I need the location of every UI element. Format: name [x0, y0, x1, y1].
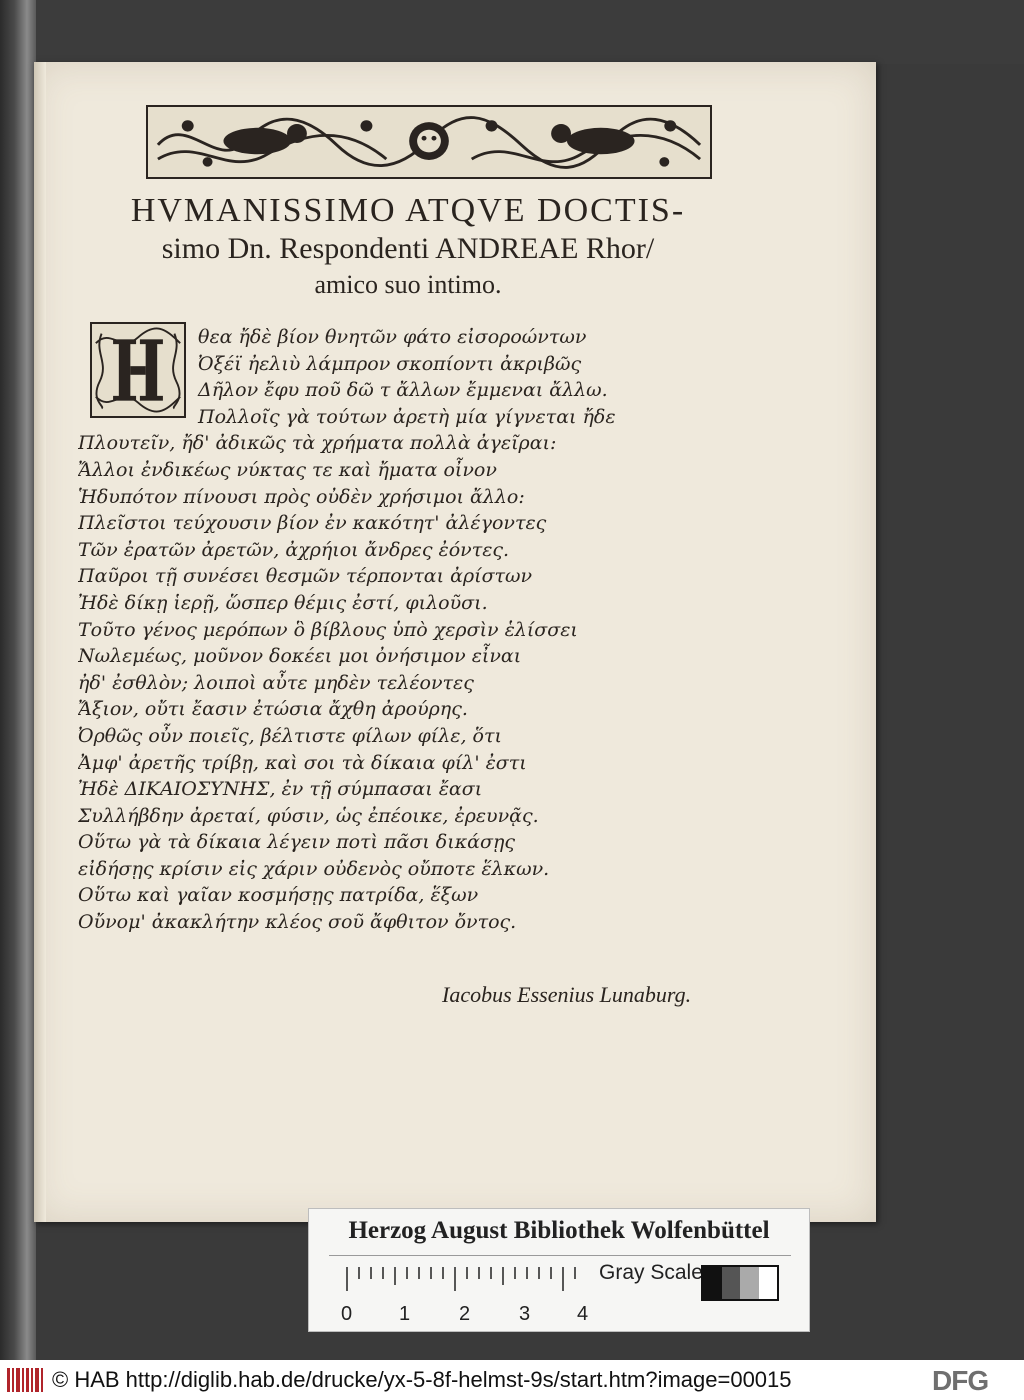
poem-line: Οὕτω γὰ τὰ δίκαια λέγειν ποτὶ πᾶσι δικάσῃς	[78, 831, 515, 854]
poem-line: Ὀξέϊ ἠελιὺ λάμπρον σκοπίοντι ἀκριβῶς	[198, 352, 582, 375]
poem-line: ἠδ' ἐσθλὸν; λοιποὶ αὖτε μηδὲν τελέοντες	[78, 671, 474, 694]
poem-line: Οὕτω καὶ γαῖαν κοσμήσῃς πατρίδα, ἕξων	[78, 884, 479, 907]
card-divider	[329, 1255, 791, 1256]
barcode-icon	[6, 1366, 44, 1394]
poem-line: Ἠδὲ δίκῃ ἱερῇ, ὥσπερ θέμις ἐστί, φιλοῦσι.	[78, 591, 488, 614]
gray-scale-swatch	[701, 1265, 779, 1301]
poem-line: Ἡδυπότον πίνουσι πρὸς οὐδὲν χρήσιμοι ἄλλο:	[78, 485, 525, 508]
swatch-dark-gray	[722, 1267, 741, 1299]
poem-line: Τοῦτο γένος μερόπων ὃ βίβλους ὑπὸ χερσὶν ἑλίσσει	[78, 618, 578, 641]
dfg-logo: DFG	[932, 1365, 989, 1396]
measurement-ruler	[341, 1263, 589, 1329]
scale-number-4: 4	[577, 1303, 589, 1325]
poem-line: Ἄξιον, οὔτι ἔασιν ἐτώσια ἄχθη ἀρούρης.	[78, 698, 468, 721]
swatch-light-gray	[740, 1267, 759, 1299]
poem-line: Πλουτεῖν, ἤδ' ἀδικῶς τὰ χρήματα πολλὰ ἀγεῖραι:	[78, 432, 557, 455]
poem-line: Τῶν ἐρατῶν ἀρετῶν, ἀχρήιοι ἄνδρες ἐόντες.	[78, 538, 510, 561]
signature: Iacobus Essenius Lunaburg.	[442, 982, 692, 1007]
poem-line: Πολλοῖς γὰ τούτων ἀρετὴ μία γίγνεται ἤδε	[198, 405, 616, 428]
poem-line: Ἠδὲ ΔΙΚΑΙΟΣΥΝΗΣ, ἐν τῇ σύμπασαι ἔασι	[78, 778, 483, 801]
decorative-headpiece-image	[146, 105, 712, 179]
scanner-backdrop-top	[0, 0, 1024, 64]
scanner-backdrop-left	[0, 0, 36, 1360]
title-line-3: amico suo intimo.	[314, 270, 502, 299]
source-url-link[interactable]: © HAB http://diglib.hab.de/drucke/yx-5-8f-helmst-9s/start.htm?image=00015	[52, 1367, 792, 1392]
dedication-title	[88, 192, 728, 302]
poem-line: θεα ἤδὲ βίον θνητῶν φάτο εἰσοροώντων	[198, 326, 587, 348]
scale-number-2: 2	[459, 1303, 471, 1325]
library-name: Herzog August Bibliothek Wolfenbüttel	[348, 1217, 770, 1244]
scale-number-1: 1	[399, 1303, 411, 1325]
page-gutter-edge	[34, 62, 46, 1222]
poem-line: Ὀρθῶς οὖν ποιεῖς, βέλτιστε φίλων φίλε, ὅτι	[78, 724, 502, 747]
footer-bar	[0, 1360, 1024, 1400]
poem-line: Δῆλον ἔφυ ποῦ δῶ τ ἄλλων ἔμμεναι ἄλλω.	[198, 379, 608, 402]
poem-line: Ἀμφ' ἀρετῆς τρίβῃ, καὶ σοι τὰ δίκαια φίλ' ἐστι	[78, 751, 527, 774]
poem-line: Παῦροι τῇ συνέσει θεσμῶν τέρπονται ἀρίστων	[78, 565, 533, 588]
poem-line: Ἄλλοι ἐνδικέως νύκτας τε καὶ ἤματα οἶνον	[78, 458, 497, 481]
scale-number-0: 0	[341, 1303, 353, 1325]
title-line-1: HVMANISSIMO ATQVE DOCTIS-	[130, 192, 686, 229]
swatch-white	[759, 1267, 778, 1299]
poem-line: Συλλήβδην ἀρεταί, φύσιν, ὡς ἐπέοικε, ἐρευνᾷς.	[78, 804, 539, 827]
library-color-card	[308, 1208, 810, 1332]
ornamental-initial-image	[90, 322, 186, 418]
poem-line: Πλεῖστοι τεύχουσιν βίον ἐν κακότητ' ἀλέγοντες	[78, 512, 547, 535]
poem-line: Οὔνομ' ἀκακλήτην κλέος σοῦ ἄφθιτον ὄντος.	[78, 911, 517, 934]
swatch-black	[703, 1267, 722, 1299]
gray-scale-label: Gray Scale	[599, 1261, 703, 1284]
scale-number-3: 3	[519, 1303, 531, 1325]
title-line-2: simo Dn. Respondenti ANDREAE Rhor/	[161, 232, 655, 265]
poem-line: εἰδήσῃς κρίσιν εἰς χάριν οὐδενὸς οὔποτε ἕλκων.	[78, 857, 550, 880]
poem-line: Νωλεμέως, μοῦνον δοκέει μοι ὀνήσιμον εἶναι	[78, 645, 522, 668]
